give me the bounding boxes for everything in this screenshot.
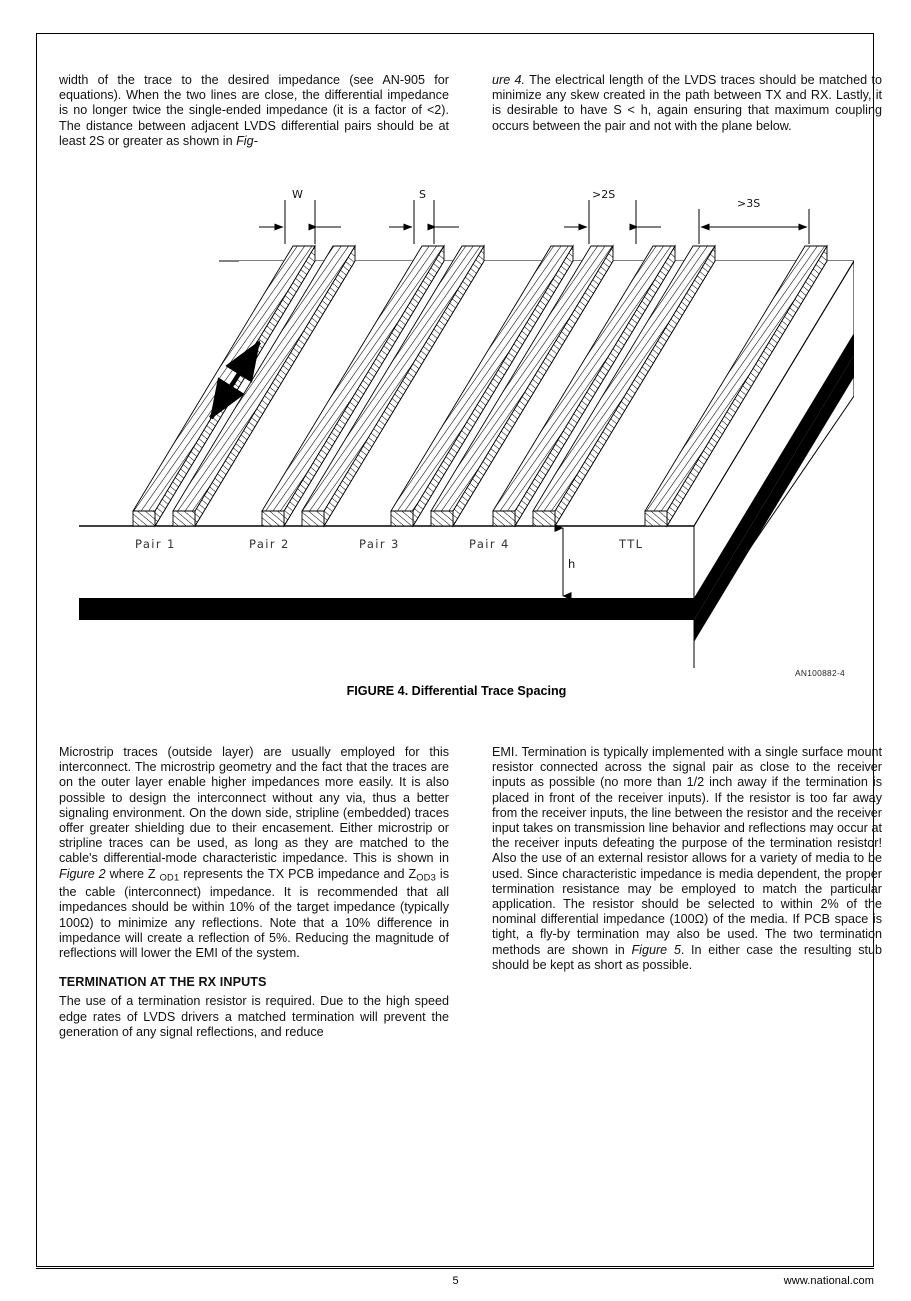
top-right-italic-head: ure 4. bbox=[492, 73, 526, 87]
dimension-callouts bbox=[259, 188, 809, 244]
body-right-column bbox=[492, 745, 882, 973]
page-number: 5 bbox=[452, 1275, 459, 1287]
dimension-label-2s: >2S bbox=[592, 188, 616, 201]
footer-divider bbox=[36, 1268, 874, 1269]
body-left-column bbox=[59, 745, 449, 1040]
pair-label-2: Pair 2 bbox=[249, 537, 290, 551]
top-left-column bbox=[59, 73, 449, 149]
body-left-p1d: is the cable (interconnect) impedance. It is recommended that all impedances should be within 10% of the target impedance (typically 100Ω) to minimize any reflections. Note that a 10% difference in impedance will create a reflection of 5%. Reducing the magnitude of reflections will lower the EMI of the system. bbox=[59, 866, 450, 960]
body-left-paragraph-1 bbox=[59, 745, 449, 961]
top-left-paragraph bbox=[59, 73, 449, 149]
body-right-paragraph-1 bbox=[492, 745, 882, 973]
body-right-p1b: . In either case the resulting stub should be kept as short as possible. bbox=[492, 942, 882, 972]
figure-4-differential-trace-spacing bbox=[59, 178, 854, 698]
figure-caption: FIGURE 4. Differential Trace Spacing bbox=[346, 684, 567, 698]
dimension-label-3s: >3S bbox=[737, 197, 761, 210]
top-left-italic-tail: Fig- bbox=[236, 133, 258, 148]
figure-id-code: AN100882-4 bbox=[794, 668, 845, 678]
body-right-figure5-ref: Figure 5 bbox=[631, 942, 681, 957]
dimension-label-w: W bbox=[292, 188, 303, 201]
body-left-figure2-ref: Figure 2 bbox=[59, 866, 106, 881]
top-right-column bbox=[492, 73, 882, 134]
pair-label-ttl: TTL bbox=[619, 537, 644, 551]
body-left-p1b: where Z bbox=[105, 866, 160, 881]
top-right-paragraph bbox=[492, 73, 882, 134]
body-left-p1a: Microstrip traces (outside layer) are usually employed for this interconnect. The microstrip geometry and the fact that the traces are on the outer layer enable higher impedances more easily. It is also possible to design the interconnect without any via, thus a better signaling environment. On the down side, stripline (embedded) traces offer greater shielding due to their encasement. Either microstrip or stripline traces can be used, as long as they are matched to the cable's differential-mode characteristic impedance. This is shown in bbox=[59, 745, 449, 866]
pair-label-4: Pair 4 bbox=[469, 537, 510, 551]
body-right-p1a: EMI. Termination is typically implemented with a single surface mount resistor connected across the signal pair as close to the receiver inputs as possible (no more than 1/2 inch away if the termination is placed in front of the receiver inputs). If the resistor is too far away from the receiver inputs, the line between the resistor and the receiver input takes on transmission line behavior and reflections may occur at the receiver inputs defeating the purpose of the termination resistor! Also the use of an external resistor allows for a variety of media to be used. Since characteristic impedance is media dependent, the proper termination resistance may be employed to match the particular application. The resistor should be selected to within 2% of the nominal differential impedance (100Ω) of the media. If PCB space is tight, a fly-by termination may also be used. The two termination methods are shown in bbox=[492, 745, 882, 957]
dimension-label-s: S bbox=[419, 188, 426, 201]
body-left-paragraph-2: The use of a termination resistor is required. Due to the high speed edge rates of LVDS drivers a matched termination will prevent the generation of any signal reflections, and reduce bbox=[59, 994, 449, 1039]
pair-label-1: Pair 1 bbox=[135, 537, 176, 551]
dimension-label-h: h bbox=[568, 557, 576, 571]
figure-diagram bbox=[59, 178, 854, 678]
body-left-p1c: represents the TX PCB impedance and Z bbox=[179, 866, 417, 881]
body-left-sub-od3: OD3 bbox=[416, 871, 436, 882]
top-right-text: The electrical length of the LVDS traces should be matched to minimize any skew created in the path between TX and RX. Lastly, it is desirable to have S < h, again ensuring that maximum coupling occurs between the pair and not with the plane below. bbox=[492, 73, 882, 133]
footer-website-url: www.national.com bbox=[783, 1275, 874, 1287]
section-heading-termination: TERMINATION AT THE RX INPUTS bbox=[59, 975, 267, 990]
pair-label-3: Pair 3 bbox=[359, 537, 400, 551]
top-left-text: width of the trace to the desired impedance (see AN-905 for equations). When the two lines are close, the differential impedance is no longer twice the single-ended impedance (it is a factor of <2). The distance between adjacent LVDS differential pairs should be at least 2S or greater as shown in bbox=[59, 73, 449, 148]
body-left-sub-od1: OD1 bbox=[159, 871, 180, 882]
